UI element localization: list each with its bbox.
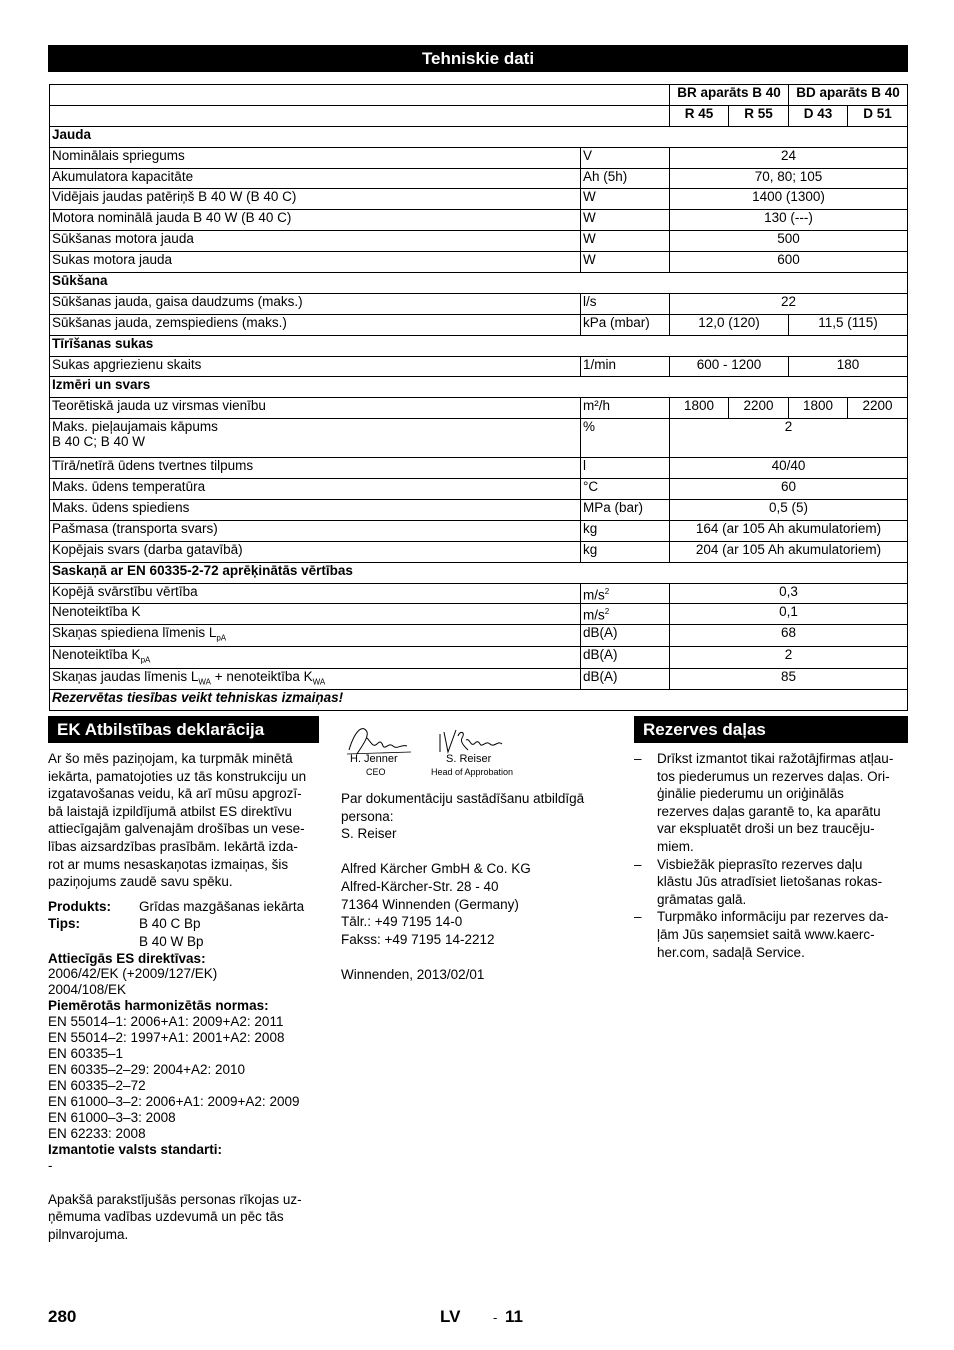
table-row: Kopējā svārstību vērtība $m/s^2$ 0,3 (50, 583, 908, 604)
tech-data-heading: Tehniskie dati (48, 45, 908, 72)
norm-item: EN 61000–3–2: 2006+A1: 2009+A2: 2009 (48, 1093, 300, 1109)
closing-line: ņēmuma vadības uzdevumā un pēc tās (48, 1209, 284, 1225)
note-row: Rezervētas tiesības veikt tehniskas izmaiņas! (50, 690, 908, 711)
table-row: Vidējais jaudas patēriņš B 40 W (B 40 C) W 1400 (1300) (50, 189, 908, 210)
signer1-name: H. Jenner (350, 753, 398, 765)
norms-title: Piemērotās harmonizētās normas: (48, 997, 269, 1013)
directives-title: Attiecīgās ES direktīvas: (48, 950, 206, 966)
table-row: Skaņas jaudas līmenis $L_{WA}$ + nenoteiktība $K_{WA}$ dB(A) 85 (50, 668, 908, 690)
intro-line: Ar šo mēs paziņojam, ka turpmāk minētā (48, 751, 293, 766)
table-row: Sūkšanas motora jauda W 500 (50, 231, 908, 252)
table-row: Nenoteiktība $K_{pA}$ dB(A) 2 (50, 647, 908, 669)
address-line: Alfred Kärcher GmbH & Co. KG (341, 861, 531, 877)
company-address (341, 860, 621, 948)
tech-data-table (49, 84, 908, 711)
norms-list (48, 1014, 328, 1142)
footer-separator: - (493, 1310, 498, 1325)
closing-line: Apakšā parakstījušās personas rīkojas uz- (48, 1191, 302, 1207)
signer2-name: S. Reiser (446, 753, 492, 765)
signer2-role: Head of Approbation (431, 767, 514, 777)
list-item-line: ļām Jūs saņemsiet saitā www.kaerc- (657, 926, 875, 942)
intro-line: bā laistajā izpildījumā atbilst ES direktīvu (48, 803, 292, 819)
national-standards-title: Izmantotie valsts standarti: (48, 1141, 223, 1157)
norm-item: EN 55014–1: 2006+A1: 2009+A2: 2011 (48, 1013, 284, 1029)
section-row: Saskaņā ar EN 60335-2-72 aprēķinātās vērtības (50, 562, 908, 583)
list-item-line: var ekspluatēt droši un bez traucēju- (657, 821, 875, 837)
table-header-row (50, 105, 908, 126)
section-page-number: 11 (505, 1307, 523, 1326)
page-number: 280 (48, 1307, 77, 1326)
table-row: Skaņas spiediena līmenis $L_{pA}$ dB(A) 68 (50, 625, 908, 647)
list-item-line: grāmatas galā. (657, 891, 747, 907)
header-r55: R 55 (729, 105, 789, 126)
table-row: Sūkšanas jauda, zemspiediens (maks.) kPa (mbar) 12,0 (120) 11,5 (115) (50, 314, 908, 335)
address-line: Alfred-Kärcher-Str. 28 - 40 (341, 878, 499, 894)
table-row: Nominālais spriegums V 24 (50, 147, 908, 168)
section-row: Jauda (50, 126, 908, 147)
table-row: Sukas motora jauda W 600 (50, 252, 908, 273)
table-row: Teorētiskā jauda uz virsmas vienību m²/h 1800 2200 1800 2200 (50, 398, 908, 419)
header-bd: BD aparāts B 40 (789, 85, 908, 106)
table-row: Sukas apgriezienu skaits 1/min 600 - 1200 180 (50, 356, 908, 377)
responsible-person (341, 790, 621, 984)
section-row: Tīrīšanas sukas (50, 335, 908, 356)
list-item-line: her.com, sadaļā Service. (657, 944, 805, 960)
spare-parts-list (634, 750, 908, 961)
list-item-line: Visbiežāk pieprasīto rezerves daļu (657, 856, 863, 872)
table-row: Pašmasa (transporta svars) kg 164 (ar 105 Ah akumulatoriem) (50, 520, 908, 541)
norm-item: EN 62233: 2008 (48, 1125, 146, 1141)
norm-item: EN 60335–2–29: 2004+A2: 2010 (48, 1061, 246, 1077)
list-item-line: ģinālie piederumu un oriģinālās (657, 786, 844, 802)
table-row: Sūkšanas jauda, gaisa daudzums (maks.) l/s 22 (50, 293, 908, 314)
ek-intro (48, 750, 328, 891)
list-item-line: tos piederumus un rezerves daļas. Ori- (657, 768, 890, 784)
tips-value: B 40 W Bp (139, 933, 204, 949)
intro-line: lības aizsardzības prasībām. Iekārtā izda- (48, 838, 298, 854)
produkts-label: Produkts: (48, 898, 112, 914)
table-row: Maks. pieļaujamais kāpums B 40 C; B 40 W % 2 (50, 419, 908, 458)
section-row: Sūkšana (50, 273, 908, 294)
intro-line: izgatavošanas veidu, kā arī mūsu apgrozī- (48, 786, 302, 802)
spare-parts-column (634, 750, 908, 961)
intro-line: iekārta, pamatojoties uz tās konstrukciju un (48, 768, 307, 784)
header-d43: D 43 (789, 105, 848, 126)
header-d51: D 51 (848, 105, 908, 126)
table-row: Tīrā/netīrā ūdens tvertnes tilpums l 40/40 (50, 458, 908, 479)
norm-item: EN 60335–1 (48, 1045, 124, 1061)
table-row: Maks. ūdens temperatūra °C 60 (50, 479, 908, 500)
dash-bullet: – (634, 856, 642, 872)
intro-line: attiecīgajām galvenajām drošības un vese- (48, 821, 305, 837)
place-date: Winnenden, 2013/02/01 (341, 966, 485, 982)
spare-parts-heading: Rezerves daļas (634, 716, 908, 743)
national-standards-value: - (48, 1157, 53, 1173)
directive-item: 2004/108/EK (48, 981, 127, 997)
ek-heading: EK Atbilstības deklarācija (48, 716, 319, 743)
list-item-line: Turpmāko informāciju par rezerves da- (657, 909, 889, 925)
section-row: Izmēri un svars (50, 377, 908, 398)
signer1-role: CEO (366, 767, 386, 777)
table-row: Motora nominālā jauda B 40 W (B 40 C) W 130 (---) (50, 210, 908, 231)
tips-value: B 40 C Bp (139, 916, 201, 932)
directive-item: 2006/42/EK (+2009/127/EK) (48, 965, 218, 981)
closing-line: pilnvarojuma. (48, 1226, 129, 1242)
language-code: LV (440, 1307, 461, 1326)
list-item (634, 908, 908, 961)
list-item-line: Drīkst izmantot tikai ražotājfirmas atļau- (657, 751, 894, 766)
table-row: Nenoteiktība K $m/s^2$ 0,1 (50, 604, 908, 625)
ek-closing (48, 1191, 328, 1244)
list-item-line: rezerves daļas garantē to, ka aparātu (657, 803, 881, 819)
produkts-value: Grīdas mazgāšanas iekārta (139, 898, 305, 914)
tips-label: Tips: (48, 916, 81, 932)
list-item-line: miem. (657, 838, 694, 854)
table-row: Maks. ūdens spiediens MPa (bar) 0,5 (5) (50, 500, 908, 521)
intro-line: rot ar mums nesaskaņotas izmaiņas, šis (48, 856, 289, 872)
intro-line: paziņojums zaudē savu spēku. (48, 874, 233, 890)
responsible-line: Par dokumentāciju sastādīšanu atbildīgā (341, 791, 585, 806)
address-line: 71364 Winnenden (Germany) (341, 896, 519, 912)
norm-item: EN 55014–2: 1997+A1: 2001+A2: 2008 (48, 1029, 285, 1045)
dash-bullet: – (634, 751, 642, 766)
table-row: Kopējais svars (darba gatavībā) kg 204 (ar 105 Ah akumulatoriem) (50, 541, 908, 562)
norm-item: EN 61000–3–3: 2008 (48, 1109, 176, 1125)
address-line: Tālr.: +49 7195 14-0 (341, 914, 463, 930)
responsible-line: persona: (341, 808, 394, 824)
table-row: Akumulatora kapacitāte Ah (5h) 70, 80; 105 (50, 168, 908, 189)
address-line: Fakss: +49 7195 14-2212 (341, 931, 495, 947)
ek-column (48, 750, 328, 1243)
list-item (634, 856, 908, 909)
table-header-row (50, 85, 908, 106)
header-r45: R 45 (670, 105, 729, 126)
list-item (634, 750, 908, 856)
dash-bullet: – (634, 909, 642, 925)
list-item-line: klāstu Jūs atradīsiet lietošanas rokas- (657, 874, 883, 890)
responsible-line: S. Reiser (341, 826, 397, 842)
norm-item: EN 60335–2–72 (48, 1077, 146, 1093)
header-br: BR aparāts B 40 (670, 85, 789, 106)
